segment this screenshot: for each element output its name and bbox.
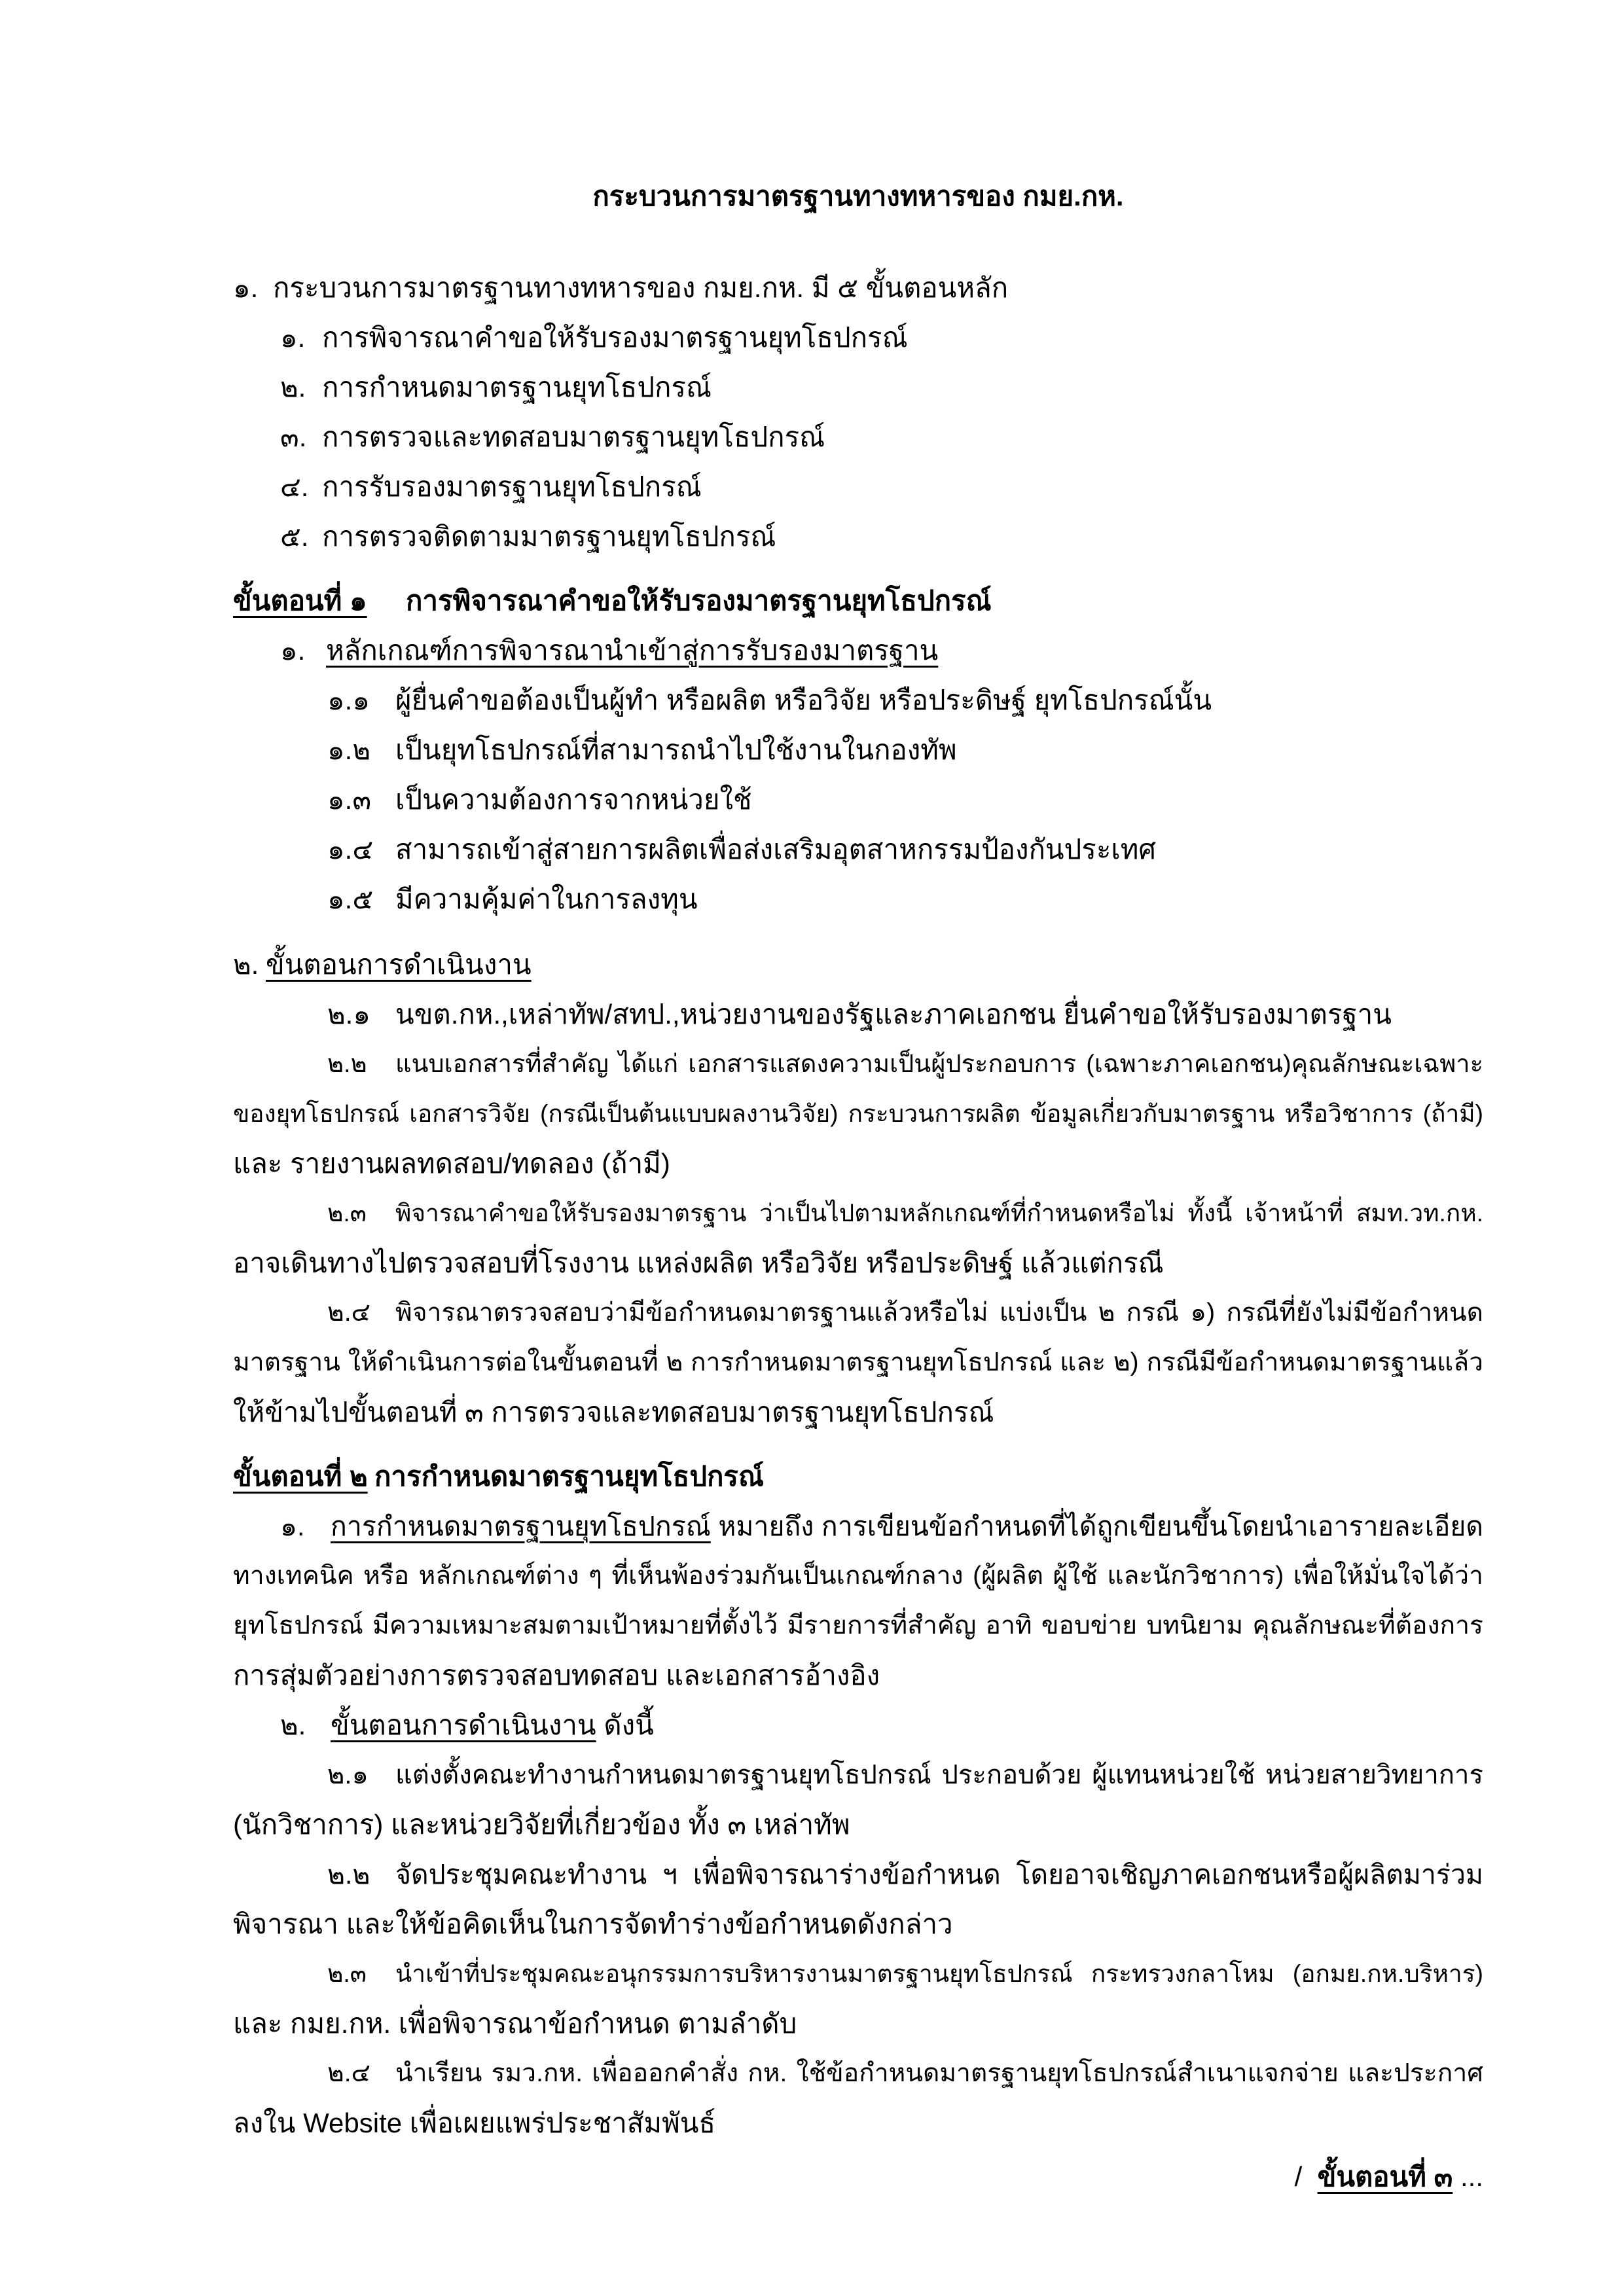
criteria-item <box>233 675 1483 725</box>
overview-step-number: ๓. <box>280 422 307 452</box>
overview-step <box>233 512 1483 562</box>
procedure-item-first-line <box>233 1850 1483 1899</box>
overview-step-number: ๕. <box>280 521 309 552</box>
criteria-item <box>233 725 1483 775</box>
step2-label: ขั้นตอนที่ ๒ <box>233 1461 368 1492</box>
procedure-item-number: ๒.๒ <box>327 1859 370 1890</box>
footer-ellipsis: ... <box>1460 2161 1483 2192</box>
criteria-item <box>233 775 1483 825</box>
footer-next-step-label: ขั้นตอนที่ ๓ <box>1317 2161 1453 2192</box>
overview-number: ๑. <box>233 272 259 303</box>
procedure-item-line: ให้ข้ามไปขั้นตอนที่ ๓ การตรวจและทดสอบมาตรฐานยุทโธปกรณ์ <box>233 1397 994 1427</box>
overview-step-number: ๑. <box>280 322 306 353</box>
procedure-item-first-line <box>233 1039 1483 1089</box>
procedure-item-first-line <box>233 1750 1483 1800</box>
overview-step <box>233 462 1483 512</box>
procedure-item-line: พิจารณา และให้ข้อคิดเห็นในการจัดทำร่างข้อกำหนดดังกล่าว <box>233 1909 953 1939</box>
step1-criteria-title: หลักเกณฑ์การพิจารณานำเข้าสู่การรับรองมาตรฐาน <box>326 635 939 666</box>
procedure-item-text: แต่งตั้งคณะทำงานกำหนดมาตรฐานยุทโธปกรณ์ ประกอบด้วย ผู้แทนหน่วยใช้ หน่วยสายวิทยาการ <box>395 1761 1483 1789</box>
step2-procedure-title: ขั้นตอนการดำเนินงาน <box>331 1710 596 1740</box>
step2-definition-line: การสุ่มตัวอย่างการตรวจสอบทดสอบ และเอกสารอ้างอิง <box>233 1660 880 1691</box>
criteria-item-text: เป็นยุทโธปกรณ์ที่สามารถนำไปใช้งานในกองทัพ <box>395 734 957 765</box>
procedure-item-text: นำเข้าที่ประชุมคณะอนุกรรมการบริหารงานมาตรฐานยุทโธปกรณ์ กระทรวงกลาโหม (อกมย.กห.บริหาร) <box>395 1960 1483 1987</box>
criteria-item-number: ๑.๒ <box>327 734 371 765</box>
overview-step-text: การตรวจและทดสอบมาตรฐานยุทโธปกรณ์ <box>322 422 825 452</box>
procedure-item-text: พิจารณาตรวจสอบว่ามีข้อกำหนดมาตรฐานแล้วหรือไม่ แบ่งเป็น ๒ กรณี ๑) กรณีที่ยังไม่มีข้อกำหนด <box>395 1299 1483 1327</box>
step1-criteria-heading <box>233 626 1483 675</box>
step1-title: การพิจารณาคำขอให้รับรองมาตรฐานยุทโธปกรณ์ <box>406 585 992 616</box>
criteria-item-text: เป็นความต้องการจากหน่วยใช้ <box>395 784 752 815</box>
overview-step-text: การพิจารณาคำขอให้รับรองมาตรฐานยุทโธปกรณ์ <box>322 322 908 353</box>
procedure-item-line: อาจเดินทางไปตรวจสอบที่โรงงาน แหล่งผลิต หรือวิจัย หรือประดิษฐ์ แล้วแต่กรณี <box>233 1247 1164 1278</box>
overview-step-text: การกำหนดมาตรฐานยุทโธปกรณ์ <box>322 372 712 403</box>
criteria-item-number: ๑.๕ <box>327 884 374 914</box>
step2-procedure-number: ๒. <box>280 1710 306 1740</box>
procedure-item-first-line <box>233 2049 1483 2098</box>
overview-step <box>233 313 1483 363</box>
criteria-item-text: มีความคุ้มค่าในการลงทุน <box>395 884 698 914</box>
overview-step <box>233 363 1483 412</box>
step1-procedure-number: ๒. <box>233 949 259 980</box>
procedure-item-number: ๒.๓ <box>327 1960 367 1987</box>
step1-procedure-title: ขั้นตอนการดำเนินงาน <box>266 949 532 980</box>
overview-text: กระบวนการมาตรฐานทางทหารของ กมย.กห. มี ๕ ขั้นตอนหลัก <box>273 272 1009 303</box>
procedure-item-text: นขต.กห.,เหล่าทัพ/สทป.,หน่วยงานของรัฐและภาคเอกชน ยื่นคำขอให้รับรองมาตรฐาน <box>395 999 1392 1030</box>
overview-line <box>233 263 1483 313</box>
criteria-item-text: ผู้ยื่นคำขอต้องเป็นผู้ทำ หรือผลิต หรือวิจัย หรือประดิษฐ์ ยุทโธปกรณ์นั้น <box>395 685 1212 715</box>
procedure-item-line: มาตรฐาน ให้ดำเนินการต่อในขั้นตอนที่ ๒ การกำหนดมาตรฐานยุทโธปกรณ์ และ ๒) กรณีมีข้อกำหนดมาตรฐานแล้ว <box>233 1348 1483 1376</box>
overview-step-text: การรับรองมาตรฐานยุทโธปกรณ์ <box>322 471 702 502</box>
step1-procedure-heading <box>233 940 1483 990</box>
step2-label-wrap <box>233 1452 374 1501</box>
criteria-item-number: ๑.๔ <box>327 834 374 865</box>
page-continuation-footer <box>233 2152 1483 2202</box>
step1-heading <box>233 576 1483 626</box>
document-title: กระบวนการมาตรฐานทางทหารของ กมย.กห. <box>592 181 1124 211</box>
overview-step <box>233 412 1483 462</box>
step2-title: การกำหนดมาตรฐานยุทโธปกรณ์ <box>374 1461 764 1492</box>
criteria-item <box>233 825 1483 874</box>
step1-label-wrap <box>233 576 406 626</box>
criteria-item-number: ๑.๑ <box>327 685 370 715</box>
criteria-item-text: สามารถเข้าสู่สายการผลิตเพื่อส่งเสริมอุตสาหกรรมป้องกันประเทศ <box>395 834 1157 865</box>
procedure-item-number: ๒.๔ <box>327 2059 371 2087</box>
procedure-item-line: และ รายงานผลทดสอบ/ทดลอง (ถ้ามี) <box>233 1148 670 1179</box>
step2-definition-term: การกำหนดมาตรฐานยุทโธปกรณ์ <box>331 1511 711 1541</box>
procedure-item-number: ๒.๑ <box>327 999 371 1030</box>
step2-definition-first-line <box>233 1501 1483 1551</box>
criteria-item <box>233 874 1483 924</box>
procedure-item-text: จัดประชุมคณะทำงาน ฯ เพื่อพิจารณาร่างข้อกำหนด โดยอาจเชิญภาคเอกชนหรือผู้ผลิตมาร่วม <box>395 1859 1483 1890</box>
procedure-item-first-line <box>233 1949 1483 1999</box>
step2-procedure-suffix: ดังนี้ <box>604 1710 654 1740</box>
overview-step-number: ๔. <box>280 471 309 502</box>
procedure-item-text: นำเรียน รมว.กห. เพื่อออกคำสั่ง กห. ใช้ข้อกำหนดมาตรฐานยุทโธปกรณ์สำเนาแจกจ่าย และประกาศ <box>395 2059 1483 2087</box>
procedure-item-text: พิจารณาคำขอให้รับรองมาตรฐาน ว่าเป็นไปตามหลักเกณฑ์ที่กำหนดหรือไม่ ทั้งนี้ เจ้าหน้าที่ สมท.วท.กห. <box>395 1200 1483 1227</box>
step2-procedure-heading <box>233 1700 1483 1750</box>
step2-definition-number: ๑. <box>280 1511 305 1541</box>
document-body <box>233 171 1483 2202</box>
procedure-item-first-line <box>233 1288 1483 1338</box>
procedure-item-line: (นักวิชาการ) และหน่วยวิจัยที่เกี่ยวข้อง ทั้ง ๓ เหล่าทัพ <box>233 1809 850 1840</box>
procedure-item-first-line <box>233 990 1483 1039</box>
overview-step-number: ๒. <box>280 372 306 403</box>
overview-step-text: การตรวจติดตามมาตรฐานยุทโธปกรณ์ <box>322 521 776 552</box>
procedure-item-line: และ กมย.กห. เพื่อพิจารณาข้อกำหนด ตามลำดับ <box>233 2008 797 2039</box>
step2-definition-line: ยุทโธปกรณ์ มีความเหมาะสมตามเป้าหมายที่ตั้งไว้ มีรายการที่สำคัญ อาทิ ขอบข่าย บทนิยาม คุณลักษณะที่ต้องการ <box>233 1611 1483 1640</box>
procedure-item-number: ๒.๓ <box>327 1200 367 1227</box>
step2-definition-text: หมายถึง การเขียนข้อกำหนดที่ได้ถูกเขียนขึ้นโดยนำเอารายละเอียด <box>718 1511 1483 1541</box>
procedure-item-number: ๒.๒ <box>327 1050 367 1078</box>
step1-label: ขั้นตอนที่ ๑ <box>233 585 367 616</box>
procedure-item-line: ของยุทโธปกรณ์ เอกสารวิจัย (กรณีเป็นต้นแบบผลงานวิจัย) กระบวนการผลิต ข้อมูลเกี่ยวกับมาตรฐาน หรือวิชาการ (ถ้ามี) <box>233 1100 1483 1127</box>
procedure-item-text: แนบเอกสารที่สำคัญ ได้แก่ เอกสารแสดงความเป็นผู้ประกอบการ (เฉพาะภาคเอกชน)คุณลักษณะเฉพาะ <box>395 1050 1483 1078</box>
step2-heading <box>233 1452 1483 1501</box>
step2-definition-line: ทางเทคนิค หรือ หลักเกณฑ์ต่าง ๆ ที่เห็นพ้องร่วมกันเป็นเกณฑ์กลาง (ผู้ผลิต ผู้ใช้ และนักวิชาการ) เพื่อให้มั่นใจได้ว่า <box>233 1562 1483 1590</box>
procedure-item-first-line <box>233 1189 1483 1238</box>
footer-slash: / <box>1294 2161 1303 2192</box>
procedure-item-line: ลงใน Website เพื่อเผยแพร่ประชาสัมพันธ์ <box>233 2108 716 2138</box>
procedure-item-number: ๒.๑ <box>327 1761 369 1789</box>
criteria-item-number: ๑.๓ <box>327 784 372 815</box>
procedure-item-number: ๒.๔ <box>327 1299 371 1327</box>
step1-criteria-number: ๑. <box>280 635 306 666</box>
